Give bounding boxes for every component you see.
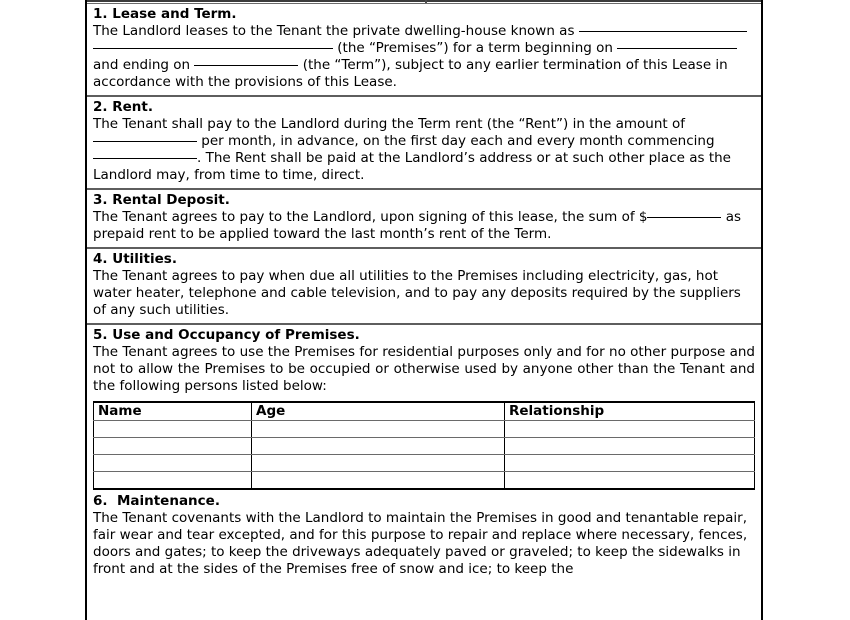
occupants-table-header-row [94,402,755,421]
clause-3-text-b: as prepaid rent to be applied toward the last month’s rent of the Term. [93,209,742,242]
clause-1-lease-and-term [87,4,761,95]
clause-2-number: 2. [93,99,108,115]
clause-2-text-a: The Tenant shall pay to the Landlord during the Term rent (the “Rent”) in the amount of [93,116,686,132]
table-row [94,438,755,455]
clause-1-heading [93,6,755,23]
clause-6-heading [93,493,755,510]
occupant-relationship-cell[interactable] [505,438,755,455]
clause-5-title: Use and Occupancy of Premises [112,327,355,343]
occupant-name-cell[interactable] [94,421,252,438]
occupant-name-cell[interactable] [94,438,252,455]
clause-4-number: 4. [93,251,108,267]
occupant-relationship-cell[interactable] [505,472,755,490]
clause-2-title-suffix: . [147,99,153,115]
clause-1-title-suffix: . [231,6,237,22]
clause-5-body: The Tenant agrees to use the Premises for residential purposes only and for no other purpose and not to allow the Premises to be occupied or otherwise used by anyone other than the Tenant and the following persons listed below: [93,344,755,394]
clause-4-title: Utilities [112,251,172,267]
clause-2-title: Rent [112,99,148,115]
clause-6-number: 6. [93,493,108,509]
table-row [94,455,755,472]
top-table-column-tick [425,0,427,3]
clause-1-number: 1. [93,6,108,22]
clause-2-rent [87,97,761,188]
clause-5-title-suffix: . [354,327,360,343]
clause-4-title-suffix: . [171,251,177,267]
top-table-residual-rule [87,0,761,4]
premises-blank-1[interactable] [579,31,747,32]
occupant-name-cell[interactable] [94,455,252,472]
clause-5-number: 5. [93,327,108,343]
clause-6-body: The Tenant covenants with the Landlord to maintain the Premises in good and tenantable repair, fair wear and tear excepted, and for this purpose to repair and replace where necessary, fences, doors and gates; to keep the driveways adequately paved or graveled; to keep the sidewalks in front and at the sides of the Premises free of snow and ice; to keep the [93,510,748,577]
clause-3-rental-deposit [87,190,761,247]
clause-6-title: Maintenance [116,493,215,509]
clause-5-heading [93,327,755,344]
clause-4-body: The Tenant agrees to pay when due all utilities to the Premises including electricity, gas, hot water heater, telephone and cable television, and to pay any deposits required by the suppliers of any such utilities. [93,268,741,318]
occupant-name-cell[interactable] [94,472,252,490]
clause-4-utilities [87,249,761,323]
term-end-blank[interactable] [194,65,298,66]
occupants-col-relationship: Relationship [505,402,755,421]
clause-4-heading [93,251,755,268]
occupant-age-cell[interactable] [252,472,505,490]
clause-2-text-c: . The Rent shall be paid at the Landlord’s address or at such other place as the Landlord may, from time to time, direct. [93,150,731,183]
clause-6-title-suffix: . [214,493,220,509]
term-start-blank[interactable] [617,48,737,49]
occupants-table-wrapper [87,399,761,490]
lease-document-frame [85,0,763,620]
clause-3-body [93,209,755,243]
clause-1-text-a: The Landlord leases to the Tenant the private dwelling-house known as [93,23,579,39]
clause-1-title: Lease and Term [112,6,232,22]
table-row [94,472,755,490]
rent-amount-blank[interactable] [93,141,197,142]
clause-1-text-d: (the “Term”), subject to any earlier termination of this Lease in accordance with the provisions of this Lease. [93,57,728,90]
clause-3-text-a: The Tenant agrees to pay to the Landlord, upon signing of this lease, the sum of $ [93,209,648,225]
occupant-relationship-cell[interactable] [505,455,755,472]
clause-2-body [93,116,755,184]
clause-3-title-suffix: . [224,192,230,208]
occupants-col-age: Age [252,402,505,421]
occupants-col-name: Name [94,402,252,421]
clause-6-maintenance [87,490,761,582]
clause-3-number: 3. [93,192,108,208]
occupant-age-cell[interactable] [252,438,505,455]
table-row [94,421,755,438]
clause-1-body [93,23,755,91]
occupant-relationship-cell[interactable] [505,421,755,438]
clause-2-text-b: per month, in advance, on the first day each and every month commencing [197,133,715,149]
premises-blank-2[interactable] [93,48,333,49]
rent-commencing-blank[interactable] [93,158,197,159]
clause-5-use-and-occupancy [87,325,761,399]
clause-2-heading [93,99,755,116]
clause-3-title: Rental Deposit [112,192,225,208]
occupant-age-cell[interactable] [252,455,505,472]
clause-3-heading [93,192,755,209]
occupants-table [93,401,755,490]
occupant-age-cell[interactable] [252,421,505,438]
deposit-amount-blank[interactable] [647,217,721,218]
clause-1-text-c: and ending on [93,57,195,73]
clause-1-text-b: (the “Premises”) for a term beginning on [333,40,618,56]
